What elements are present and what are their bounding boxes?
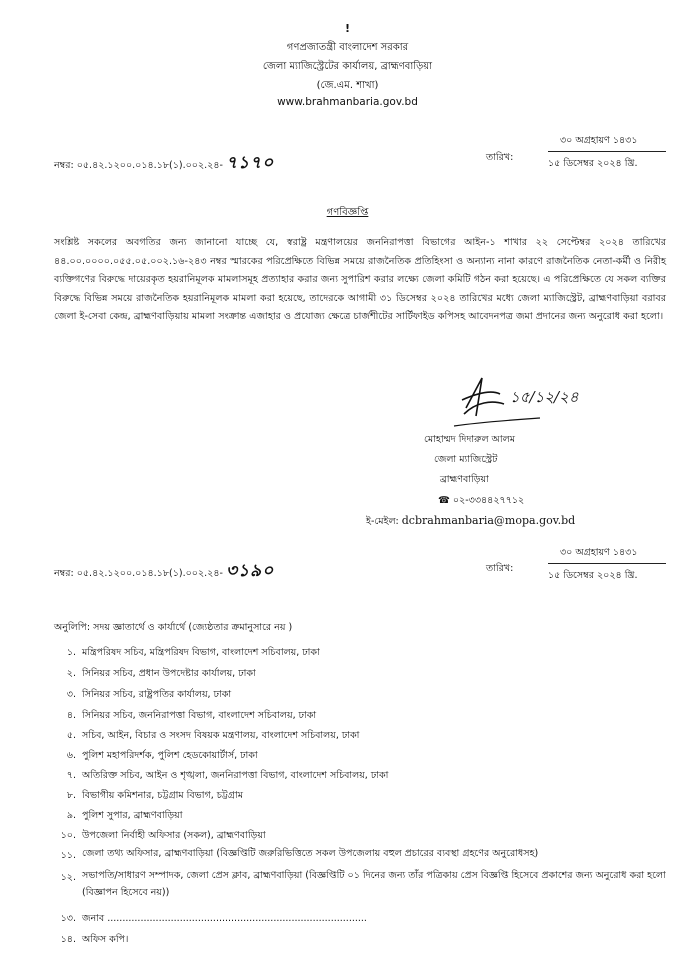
- list-item-number: ১০.: [60, 830, 76, 841]
- handwritten-memo2-number: ৩১৯০: [225, 561, 275, 581]
- list-item: জনাব ......................................................................................: [82, 913, 367, 924]
- signatory-district: ব্রাহ্মণবাড়িয়া: [440, 474, 489, 485]
- list-item: সিনিয়র সচিব, প্রধান উপদেষ্টার কার্যালয়, ঢাকা: [82, 668, 256, 679]
- date-divider: [548, 151, 666, 152]
- date-english: ১৫ ডিসেম্বর ২০২৪ খ্রি.: [548, 158, 638, 169]
- list-item: বিভাগীয় কমিশনার, চট্টগ্রাম বিভাগ, চট্টগ্রাম: [82, 790, 244, 801]
- handwritten-memo-number: ৭১৭০: [225, 153, 275, 173]
- list-item: সচিব, আইন, বিচার ও সংসদ বিষয়ক মন্ত্রণালয়, বাংলাদেশ সচিবালয়, ঢাকা: [82, 730, 360, 741]
- header-website[interactable]: www.brahmanbaria.gov.bd: [277, 96, 418, 108]
- list-item-number: ২.: [66, 668, 76, 679]
- signatory-designation: জেলা ম্যাজিস্ট্রেট: [434, 454, 498, 465]
- list-item: পুলিশ সুপার, ব্রাহ্মণবাড়িয়া: [82, 810, 183, 821]
- phone-number: ০২-৩৩৪৪২৭৭১২: [452, 495, 525, 506]
- email-label: ই-মেইল:: [366, 516, 399, 527]
- date-label: তারিখ:: [486, 152, 514, 163]
- signatory-phone: [438, 494, 524, 509]
- list-item-number: ৫.: [66, 730, 76, 741]
- list-item: অফিস কপি।: [82, 934, 129, 945]
- list-item: অতিরিক্ত সচিব, আইন ও শৃঙ্খলা, জননিরাপত্তা বিভাগ, বাংলাদেশ সচিবালয়, ঢাকা: [82, 770, 389, 781]
- list-item-number: ১৪.: [60, 934, 76, 945]
- notice-body: সংশ্লিষ্ট সকলের অবগতির জন্য জানানো যাচ্ছে যে, স্বরাষ্ট্র মন্ত্রণালয়ের জননিরাপত্তা বিভাগের আইন-১ শাখার ২২ সেপ্টেম্বর ২০২৪ তারিখের ৪৪.০০.০০০০.০৫৫.০৫.০০২.১৬-২৪৩ নম্বর স্মারকের পরিপ্রেক্ষিতে বিভিন্ন সময়ে রাজনৈতিক প্রতিহিংসা ও অন্যান্য নানা কারণে রাজনৈতিক নেতা-কর্মী ও নিরীহ ব্যক্তিগণের বিরুদ্ধে দায়েরকৃত হয়রানিমূলক মামলাসমূহ প্রত্যাহার করার জন্য সুপারিশ করার লক্ষ্যে জেলা কমিটি গঠন করা হয়েছে। এ পরিপ্রেক্ষিতে যে সকল ব্যক্তির বিরুদ্ধে বিভিন্ন সময়ে রাজনৈতিক হয়রানিমূলক মামলা করা হয়েছে, তাদেরকে আগামী ৩১ ডিসেম্বর ২০২৪ তারিখের মধ্যে জেলা ম্যাজিস্ট্রেট, ব্রাহ্মণবাড়িয়া বরাবর জেলা ই-সেবা কেন্দ্র, ব্রাহ্মণবাড়িয়ায় মামলা সংক্রান্ত এজাহার ও প্রযোজ্য ক্ষেত্রে চার্জশীটের সার্টিফাইড কপিসহ আবেদনপত্র জমা প্রদানের জন্য অনুরোধ করা হলো।: [54, 237, 666, 323]
- memo2-date-bangla: ৩০ অগ্রহায়ণ ১৪৩১: [560, 547, 638, 558]
- memo2-date-english: ১৫ ডিসেম্বর ২০২৪ খ্রি.: [548, 570, 638, 581]
- date-bangla: ৩০ অগ্রহায়ণ ১৪৩১: [560, 135, 638, 146]
- list-item-number: ১.: [66, 647, 76, 658]
- memo2-date-divider: [548, 563, 666, 564]
- phone-icon: ☎: [438, 495, 450, 506]
- list-item-number: ৩.: [66, 689, 76, 700]
- notice-title-wrap: [0, 205, 695, 222]
- header-government: গণপ্রজাতন্ত্রী বাংলাদেশ সরকার: [286, 42, 409, 53]
- memo2-number: [54, 558, 274, 586]
- list-item-number: ৯.: [66, 810, 76, 821]
- list-item-number: ৬.: [66, 750, 76, 761]
- copies-heading: অনুলিপি: সদয় জ্ঞাতার্থে ও কার্যার্থে (জ্যেষ্ঠতার ক্রমানুসারে নয় ): [54, 622, 293, 633]
- email-address[interactable]: dcbrahmanbaria@mopa.gov.bd: [401, 514, 576, 527]
- list-item-number: ১২.: [60, 872, 76, 883]
- memo2-number-label: নম্বর: ০৫.৪২.১২০০.০১৪.১৮(১).০০২.২৪-: [54, 568, 223, 579]
- list-item-number: ৮.: [66, 790, 76, 801]
- signatory-email: [366, 514, 575, 530]
- signature-date: ১৫/১২/২৪: [510, 388, 579, 406]
- list-item: সভাপতি/সাধারণ সম্পাদক, জেলা প্রেস ক্লাব, ব্রাহ্মণবাড়িয়া (বিজ্ঞপ্তিটি ০১ দিনের জন্য তাঁর পত্রিকায় প্রেস বিজ্ঞপ্তি হিসেবে প্রকাশের জন্য অনুরোধ করা হলো (বিজ্ঞাপন হিসেবে নয়)): [82, 870, 666, 898]
- list-item-number: ১৩.: [60, 913, 76, 924]
- list-item: পুলিশ মহাপরিদর্শক, পুলিশ হেডকোয়ার্টার্স, ঢাকা: [82, 750, 258, 761]
- signatory-name: মোহাম্মদ দিদারুল আলম: [424, 434, 515, 445]
- emblem-mark: !: [344, 22, 351, 35]
- notice-title: গণবিজ্ঞপ্তি: [326, 207, 369, 218]
- memo2-date-label: তারিখ:: [486, 563, 514, 574]
- memo-number: [54, 150, 274, 178]
- list-item-number: ৭.: [66, 770, 76, 781]
- list-item-number: ৪.: [66, 710, 76, 721]
- list-item: উপজেলা নির্বাহী অফিসার (সকল), ব্রাহ্মণবাড়িয়া: [82, 830, 266, 841]
- list-item: মন্ত্রিপরিষদ সচিব, মন্ত্রিপরিষদ বিভাগ, বাংলাদেশ সচিবালয়, ঢাকা: [82, 647, 320, 658]
- list-item: সিনিয়র সচিব, জননিরাপত্তা বিভাগ, বাংলাদেশ সচিবালয়, ঢাকা: [82, 710, 317, 721]
- list-item: জেলা তথ্য অফিসার, ব্রাহ্মণবাড়িয়া (বিজ্ঞপ্তিটি জরুরিভিত্তিতে সকল উপজেলায় বহুল প্রচারের ব্যবস্থা গ্রহণের অনুরোধসহ): [82, 848, 539, 859]
- list-item-number: ১১.: [60, 850, 76, 861]
- header-branch: (জে.এম. শাখা): [316, 80, 379, 91]
- header-office: জেলা ম্যাজিস্ট্রেটের কার্যালয়, ব্রাহ্মণবাড়িয়া: [262, 61, 433, 72]
- memo-number-label: নম্বর: ০৫.৪২.১২০০.০১৪.১৮(১).০০২.২৪-: [54, 160, 223, 171]
- list-item: সিনিয়র সচিব, রাষ্ট্রপতির কার্যালয়, ঢাকা: [82, 689, 232, 700]
